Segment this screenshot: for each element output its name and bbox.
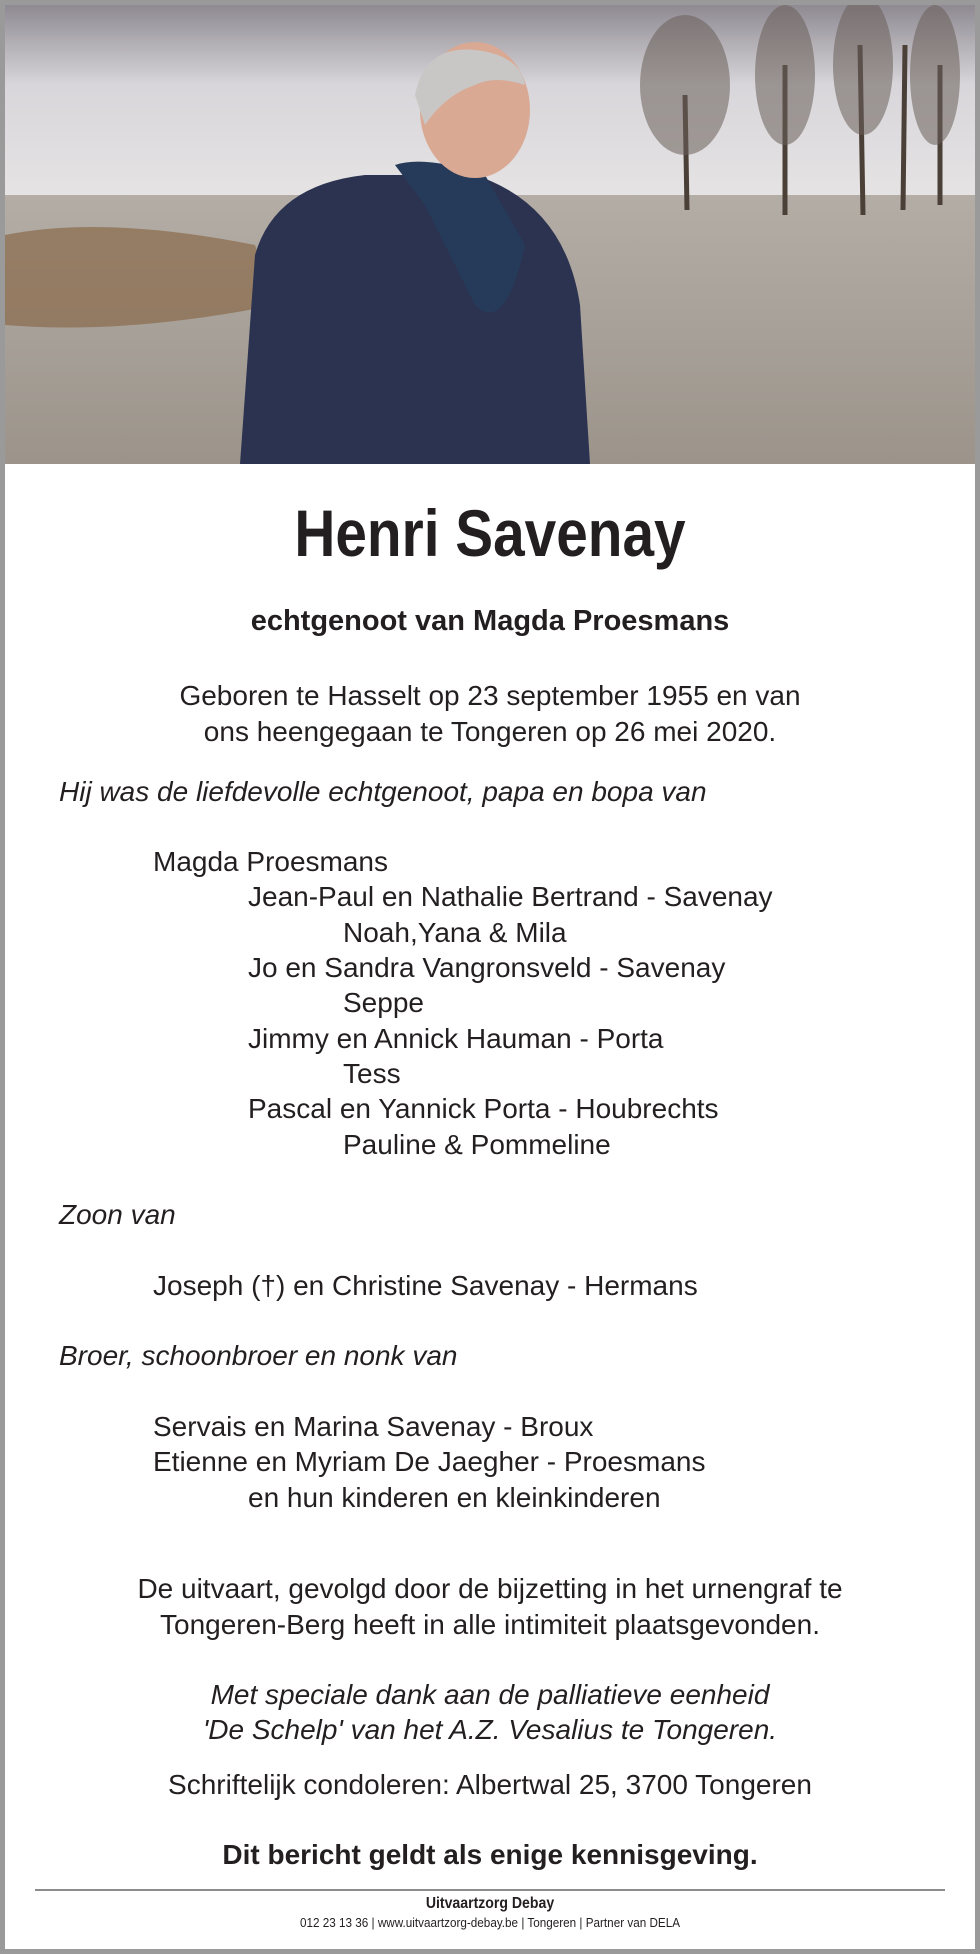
family-member: Jo en Sandra Vangronsveld - Savenay bbox=[248, 952, 726, 983]
family-member: Magda Proesmans bbox=[153, 846, 389, 877]
sibling-heading: Broer, schoonbroer en nonk van bbox=[59, 1340, 458, 1371]
family-member: Pauline & Pommeline bbox=[343, 1129, 611, 1160]
sibling: en hun kinderen en kleinkinderen bbox=[248, 1482, 661, 1513]
sibling: Servais en Marina Savenay - Broux bbox=[153, 1411, 594, 1442]
parents: Joseph (†) en Christine Savenay - Hermans bbox=[153, 1270, 698, 1301]
family-member: Seppe bbox=[343, 987, 424, 1018]
thanks-line-1: Met speciale dank aan de palliatieve eenheid bbox=[210, 1679, 770, 1710]
notice: Dit bericht geldt als enige kennisgeving. bbox=[222, 1839, 758, 1870]
family-member: Jimmy en Annick Hauman - Porta bbox=[248, 1023, 664, 1054]
thanks-line-2: 'De Schelp' van het A.Z. Vesalius te Tongeren. bbox=[202, 1714, 778, 1745]
funeral-line-1: De uitvaart, gevolgd door de bijzetting in het urnengraf te bbox=[137, 1573, 843, 1604]
condolences: Schriftelijk condoleren: Albertwal 25, 3700 Tongeren bbox=[168, 1769, 812, 1800]
funeral-line-2: Tongeren-Berg heeft in alle intimiteit plaatsgevonden. bbox=[160, 1609, 820, 1640]
birth-death-line-1: Geboren te Hasselt op 23 september 1955 en van bbox=[179, 680, 801, 711]
funeral-home-name: Uitvaartzorg Debay bbox=[425, 1895, 555, 1912]
family-member: Tess bbox=[343, 1058, 401, 1089]
family-member: Pascal en Yannick Porta - Houbrechts bbox=[248, 1093, 719, 1124]
son-heading: Zoon van bbox=[59, 1199, 176, 1230]
deceased-name: Henri Savenay bbox=[294, 496, 686, 570]
family-member: Jean-Paul en Nathalie Bertrand - Savenay bbox=[248, 881, 773, 912]
birth-death-line-2: ons heengegaan te Tongeren op 26 mei 2020. bbox=[203, 716, 777, 747]
funeral-home-contact: 012 23 13 36 | www.uitvaartzorg-debay.be | Tongeren | Partner van DELA bbox=[299, 1915, 681, 1930]
obituary-card bbox=[5, 5, 975, 1949]
footer-divider bbox=[35, 1889, 945, 1891]
portrait-photo bbox=[5, 5, 975, 464]
family-member: Noah,Yana & Mila bbox=[343, 917, 567, 948]
spouse-line: echtgenoot van Magda Proesmans bbox=[250, 605, 730, 637]
sibling: Etienne en Myriam De Jaegher - Proesmans bbox=[153, 1446, 706, 1477]
family-heading: Hij was de liefdevolle echtgenoot, papa en bopa van bbox=[59, 776, 707, 807]
